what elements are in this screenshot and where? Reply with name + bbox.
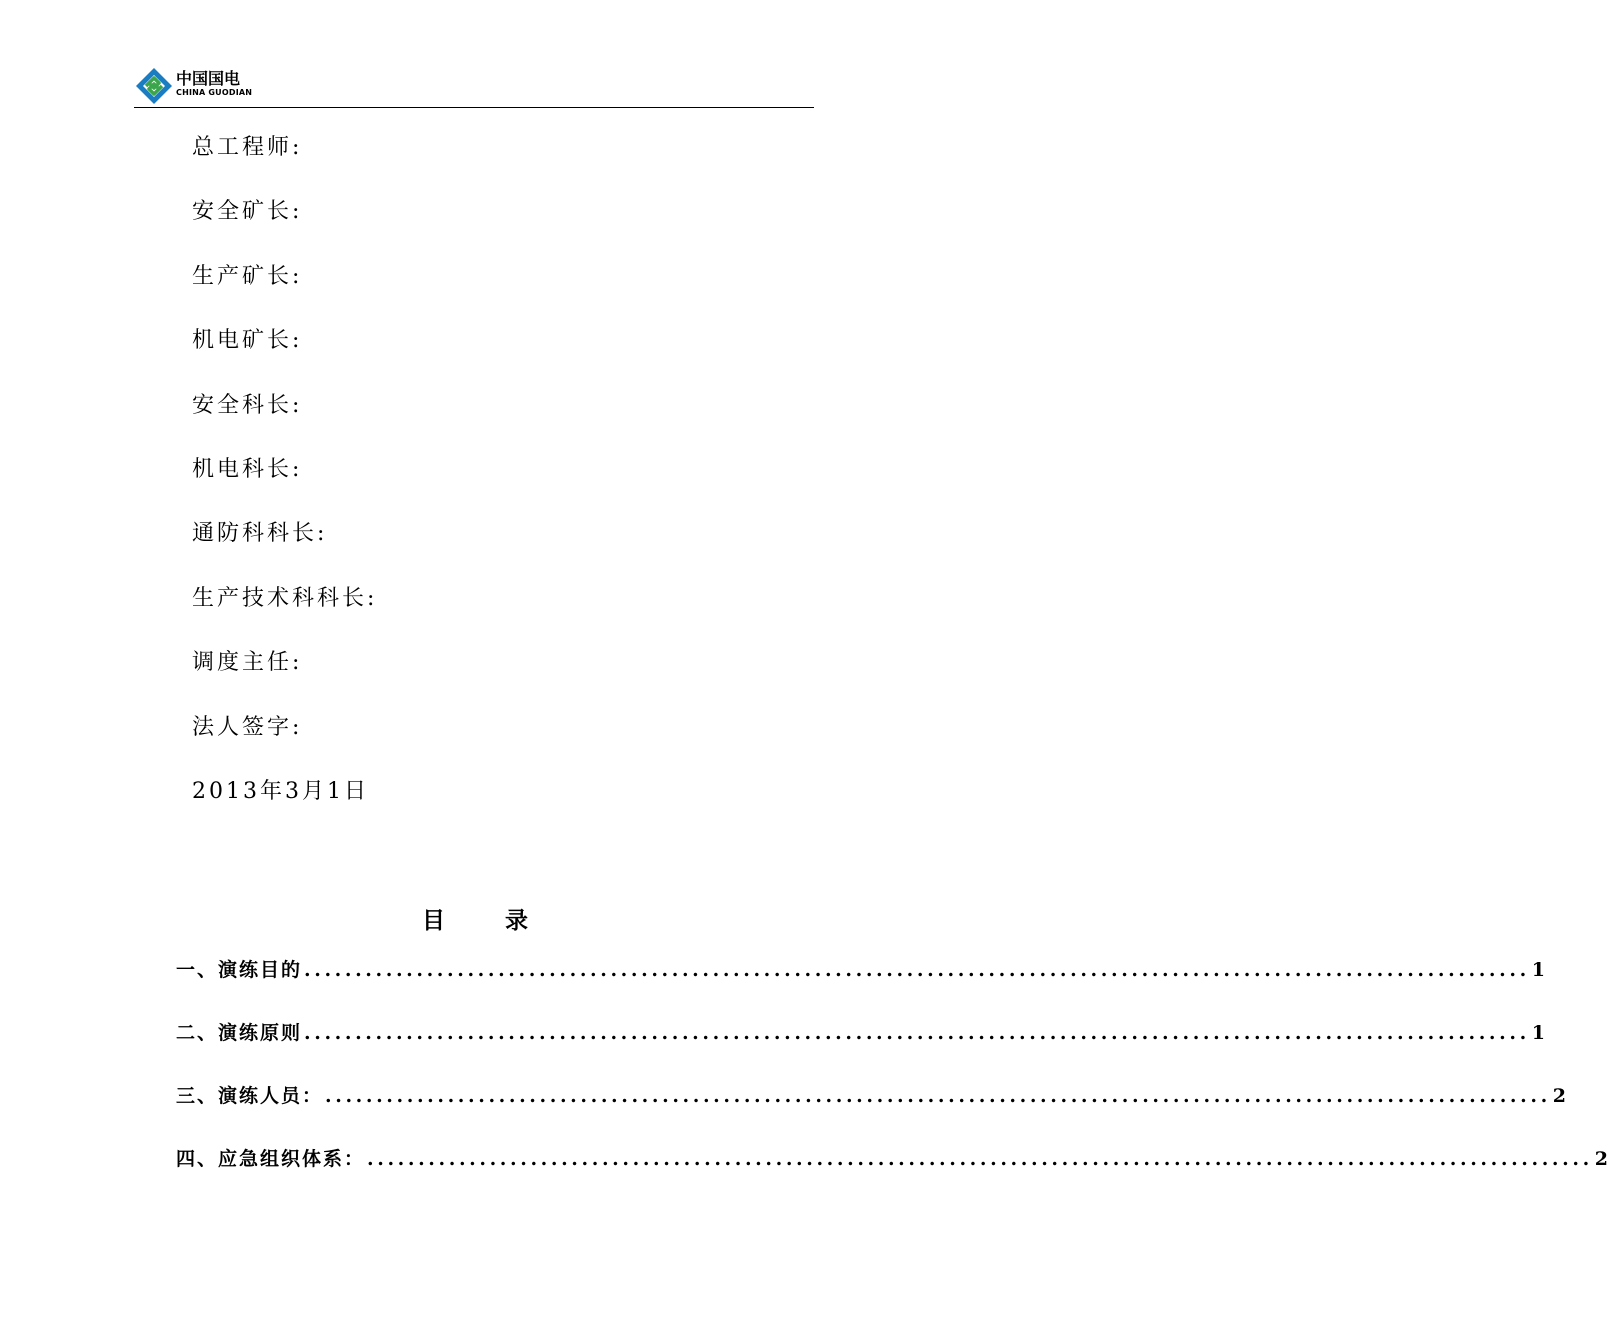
signature-line: 法人签字: bbox=[192, 714, 303, 740]
toc-leader-dots: ........................................................................................................................ bbox=[304, 1022, 1530, 1044]
toc-title: 目 录 bbox=[421, 907, 554, 934]
signature-line: 总工程师: bbox=[192, 135, 303, 160]
signature-line: 机电科长: bbox=[192, 456, 303, 482]
brand bbox=[176, 70, 252, 98]
toc-entry-text: 一、演练目的 bbox=[176, 959, 303, 981]
signature-line: 生产技术科科长: bbox=[192, 585, 378, 611]
toc-entry-page: 2 bbox=[1552, 1085, 1567, 1107]
toc-entry[interactable] bbox=[176, 952, 1546, 1015]
signature-line: 通防科科长: bbox=[192, 521, 328, 547]
signature-line: 安全科长: bbox=[192, 392, 303, 418]
china-guodian-logo-icon bbox=[134, 66, 174, 106]
brand-name-en: CHINA GUODIAN bbox=[176, 88, 253, 97]
toc-leader-dots: ........................................................................................................................ bbox=[304, 959, 1530, 981]
header-divider bbox=[134, 107, 814, 108]
signature-line: 机电矿长: bbox=[192, 328, 303, 354]
signature-line: 生产矿长: bbox=[192, 263, 303, 289]
page-header bbox=[134, 66, 814, 108]
toc-entry-page: 1 bbox=[1531, 1022, 1546, 1044]
toc-leader-dots: ........................................................................................................................ bbox=[325, 1085, 1551, 1107]
toc-entry[interactable] bbox=[176, 1078, 1567, 1141]
toc-entry-text: 二、演练原则 bbox=[176, 1022, 303, 1044]
signature-line: 调度主任: bbox=[192, 650, 303, 676]
document-date: 2013年3月1日 bbox=[192, 778, 369, 804]
toc-entry-text: 三、演练人员： bbox=[176, 1085, 324, 1107]
signature-line: 安全矿长: bbox=[192, 199, 303, 225]
table-of-contents bbox=[176, 952, 1608, 1204]
toc-leader-dots: ........................................................................................................................ bbox=[367, 1148, 1593, 1170]
toc-entry[interactable] bbox=[176, 1141, 1608, 1204]
toc-entry-page: 1 bbox=[1531, 959, 1546, 981]
toc-entry[interactable] bbox=[176, 1015, 1546, 1078]
signature-list bbox=[192, 128, 377, 836]
toc-entry-text: 四、应急组织体系： bbox=[176, 1148, 366, 1170]
brand-name-cn: 中国国电 bbox=[176, 69, 241, 88]
toc-entry-page: 2 bbox=[1594, 1148, 1608, 1170]
